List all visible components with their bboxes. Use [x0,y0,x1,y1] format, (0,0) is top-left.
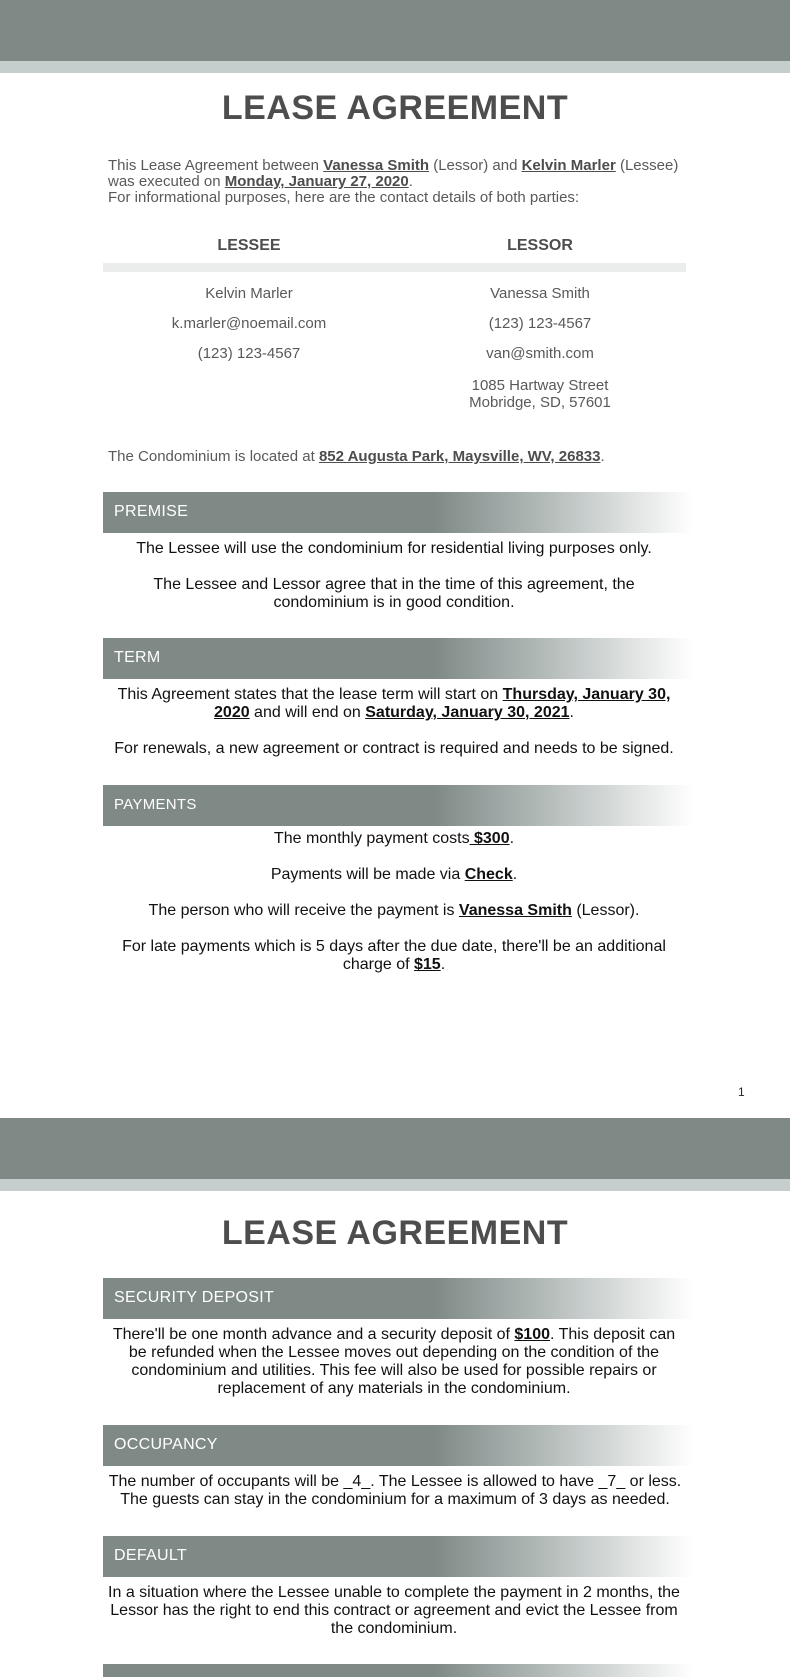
intro-text: (Lessee) [615,157,679,174]
section-heading: DEFAULT [114,1547,187,1564]
section-premise [103,492,693,533]
security-deposit-amount: $100 [514,1326,550,1343]
payment-text: For late payments which is 5 days after the due date, there'll be an additional charge of [122,938,666,973]
lessor-address-line2: Mobridge, SD, 57601 [469,394,611,411]
contact-divider [103,263,686,272]
section-term [103,638,693,679]
section-heading: PREMISE [114,503,189,520]
term-start-date: Thursday, January 30, 2020 [214,686,671,721]
intro-text: . [408,173,413,190]
condo-address: 852 Augusta Park, Maysville, WV, 26833 [318,448,601,465]
lessor-phone: (123) 123-4567 [488,315,592,332]
payment-text: . [509,830,515,847]
section-heading: TERM [114,649,161,666]
guest-count: _7_ [598,1473,626,1490]
section-security-deposit [103,1278,693,1319]
term-paragraph: For renewals, a new agreement or contract is required and needs to be signed. [114,740,674,757]
section-heading: SECURITY DEPOSIT [114,1289,275,1306]
location-text: . [600,448,605,465]
execution-date: Monday, January 27, 2020 [224,173,409,190]
payment-text: The monthly payment costs [273,830,470,847]
occupancy-text: The number of occupants will be [108,1473,344,1490]
security-text: . This deposit can be refunded when the Lessee moves out depending on the condition of the condominium and utilities. This fee will also be used for possible repairs or replacement of any materials in the condominium. [128,1326,676,1397]
page-title: LEASE AGREEMENT [221,1214,569,1252]
intro-text: was executed on [108,173,225,190]
page-number: 1 [738,1085,745,1099]
occupancy-text: or less. The guests can stay in the condominium for a maximum of 3 days as needed. [120,1473,682,1508]
term-text: . [569,704,574,721]
lessor-name: Vanessa Smith [323,157,430,174]
section-heading: PAYMENTS [114,796,197,813]
monthly-payment-amount: $300 [469,830,510,847]
term-end-date: Saturday, January 30, 2021 [365,704,570,721]
intro-paragraph [108,158,708,206]
payment-text: . [440,956,446,973]
intro-text: (Lessor) and [429,157,522,174]
section-next [103,1664,693,1677]
header-band [0,0,790,61]
payment-paragraph [108,902,680,920]
intro-text: For informational purposes, here are the contact details of both parties: [108,189,580,206]
section-occupancy [103,1425,693,1466]
occupancy-paragraph [100,1473,690,1509]
term-text: and will end on [249,704,366,721]
payment-paragraph [108,938,680,974]
payment-text: The person who will receive the payment is [148,902,459,919]
lessor-address [415,377,665,411]
lessee-name: Kelvin Marler [521,157,616,174]
lessee-name: Kelvin Marler [205,285,293,302]
lessor-name: Vanessa Smith [490,285,590,302]
page-title: LEASE AGREEMENT [221,89,569,127]
lessee-phone: (123) 123-4567 [197,345,301,362]
security-paragraph [108,1326,680,1398]
header-stripe [0,61,790,73]
section-default [103,1536,693,1577]
occupant-count: _4_ [343,1473,371,1490]
security-text: There'll be one month advance and a security deposit of [112,1326,515,1343]
lessee-email: k.marler@noemail.com [171,315,327,332]
lessor-email: van@smith.com [486,345,594,362]
payment-paragraph [108,830,680,848]
late-charge-amount: $15 [414,956,441,973]
header-band [0,1118,790,1179]
term-text: This Agreement states that the lease term will start on [117,686,503,703]
section-heading: OCCUPANCY [114,1436,218,1453]
payment-paragraph [108,866,680,884]
premise-paragraph: The Lessee and Lessor agree that in the time of this agreement, the condominium is in good condition. [153,576,635,611]
lessee-heading: LESSEE [217,237,281,254]
term-paragraph [108,686,680,722]
lessor-address-line1: 1085 Hartway Street [471,377,609,394]
condo-location [108,448,708,465]
default-paragraph: In a situation where the Lessee unable to complete the payment in 2 months, the Lessor has the right to end this contract or agreement and evict the Lessee from the condominium. [108,1584,680,1637]
lessor-heading: LESSOR [507,237,573,254]
section-payments [103,785,693,826]
payment-method: Check [464,866,513,883]
location-text: The Condominium is located at [108,448,319,465]
premise-paragraph: The Lessee will use the condominium for residential living purposes only. [136,540,652,557]
header-stripe [0,1179,790,1191]
payment-text: Payments will be made via [270,866,465,883]
intro-text: This Lease Agreement between [108,157,324,174]
payment-text: (Lessor). [571,902,640,919]
occupancy-text: . The Lessee is allowed to have [370,1473,599,1490]
payment-recipient: Vanessa Smith [458,902,572,919]
payment-text: . [512,866,518,883]
